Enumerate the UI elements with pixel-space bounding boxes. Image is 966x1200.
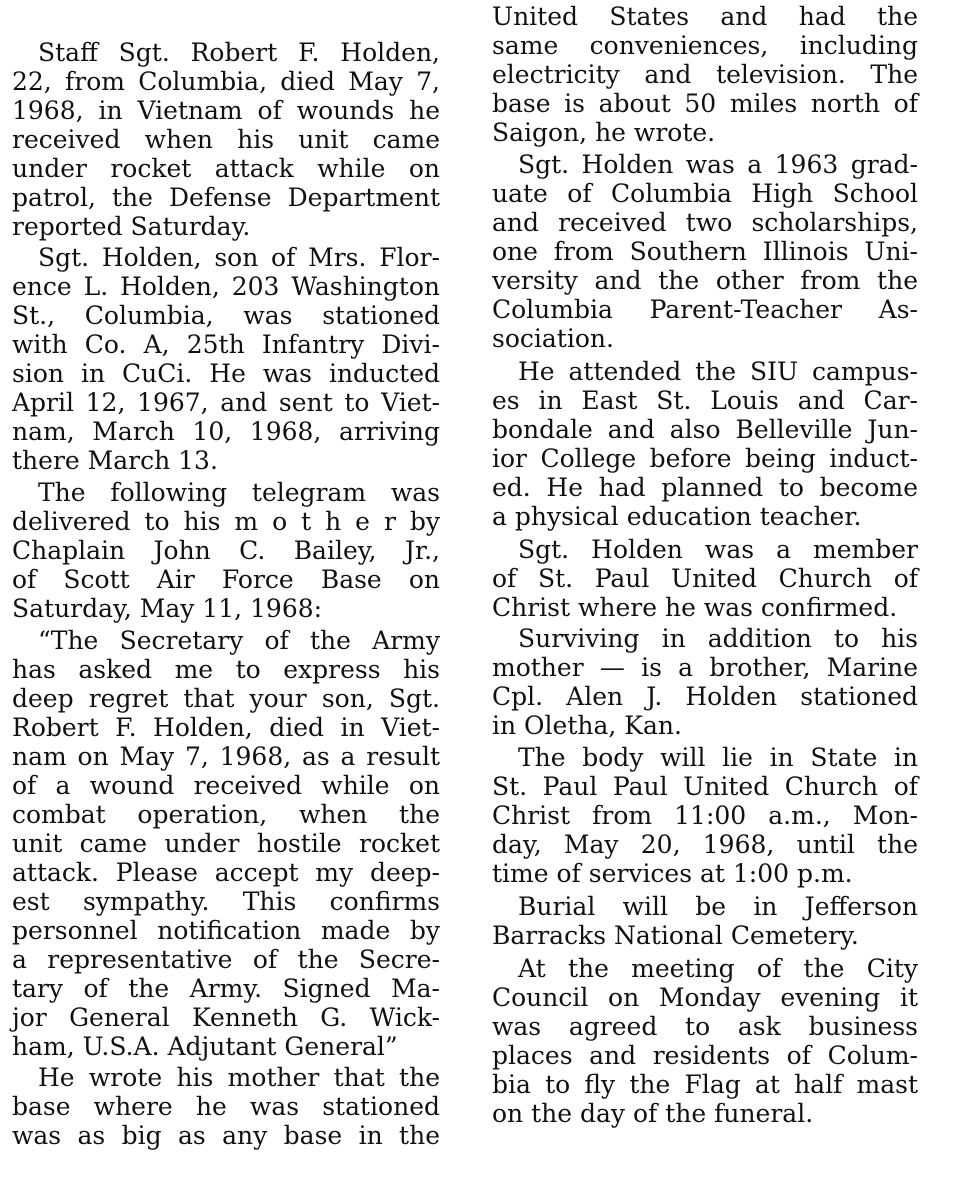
text-line: with Co. A, 25th Infantry Divi- [12,330,440,359]
text-line: est sympathy. This confirms [12,887,440,916]
text-line: Barracks National Cemetery. [492,921,859,950]
text-line: Columbia Parent-Teacher As- [492,295,918,324]
text-line: Surviving in addition to his [518,624,918,653]
text-line: reported Saturday. [12,212,251,241]
text-line: Sgt. Holden was a member [518,535,918,564]
text-line: base where he was stationed [12,1092,440,1121]
text-line: bondale and also Belleville Jun- [492,415,918,444]
text-line: on the day of the funeral. [492,1099,814,1128]
text-line: combat operation, when the [12,800,440,829]
text-line: there March 13. [12,446,218,475]
text-line: was agreed to ask business [492,1012,918,1041]
text-line: Chaplain John C. Bailey, Jr., [12,536,440,565]
text-line: deep regret that your son, Sgt. [12,684,440,713]
text-line: unit came under hostile rocket [12,829,440,858]
text-line: sociation. [492,324,614,353]
text-line: The body will lie in State in [518,743,918,772]
text-line: ham, U.S.A. Adjutant General” [12,1032,398,1061]
text-line: Sgt. Holden, son of Mrs. Flor- [38,243,440,272]
text-line: Sgt. Holden was a 1963 grad- [518,150,918,179]
text-line: jor General Kenneth G. Wick- [12,1003,440,1032]
text-line: Saturday, May 11, 1968: [12,594,323,623]
text-line: Christ from 11:00 a.m., Mon- [492,801,918,830]
text-line: mother — is a brother, Marine [492,653,918,682]
text-line: delivered to his m o t h e r by [12,507,440,536]
text-line: same conveniences, including [492,31,918,60]
text-line: April 12, 1967, and sent to Viet- [12,388,440,417]
text-line: personnel notification made by [12,916,440,945]
text-line: a physical education teacher. [492,502,862,531]
text-line: patrol, the Defense Department [12,183,440,212]
text-line: time of services at 1:00 p.m. [492,859,853,888]
text-line: Burial will be in Jefferson [518,892,918,921]
text-line: sion in CuCi. He was inducted [12,359,440,388]
text-line: Council on Monday evening it [492,983,918,1012]
text-line: bia to fly the Flag at half mast [492,1070,918,1099]
text-line: a representative of the Secre- [12,945,440,974]
text-line: uate of Columbia High School [492,179,918,208]
text-line: es in East St. Louis and Car- [492,386,918,415]
text-line: has asked me to express his [12,655,440,684]
text-line: nam, March 10, 1968, arriving [12,417,440,446]
text-line: received when his unit came [12,125,440,154]
text-line: At the meeting of the City [518,954,918,983]
text-line: Cpl. Alen J. Holden stationed [492,682,918,711]
text-line: one from Southern Illinois Uni- [492,237,918,266]
text-line: tary of the Army. Signed Ma- [12,974,440,1003]
text-line: of St. Paul United Church of [492,564,918,593]
text-line: attack. Please accept my deep- [12,858,440,887]
text-line: Staff Sgt. Robert F. Holden, [38,38,440,67]
text-line: He attended the SIU campus- [518,357,918,386]
text-line: 22, from Columbia, died May 7, [12,67,440,96]
text-line: “The Secretary of the Army [38,626,440,655]
text-line: was as big as any base in the [12,1121,440,1150]
text-line: places and residents of Colum- [492,1041,918,1070]
text-line: of a wound received while on [12,771,440,800]
text-line: day, May 20, 1968, until the [492,830,918,859]
text-line: nam on May 7, 1968, as a result [12,742,440,771]
text-line: United States and had the [492,2,918,31]
text-line: He wrote his mother that the [38,1063,440,1092]
text-line: and received two scholarships, [492,208,918,237]
text-line: versity and the other from the [492,266,918,295]
text-line: of Scott Air Force Base on [12,565,440,594]
text-line: Robert F. Holden, died in Viet- [12,713,440,742]
text-line: The following telegram was [38,478,440,507]
text-line: ence L. Holden, 203 Washington [12,272,440,301]
text-line: ed. He had planned to become [492,473,918,502]
text-line: under rocket attack while on [12,154,440,183]
text-line: in Oletha, Kan. [492,711,682,740]
text-line: 1968, in Vietnam of wounds he [12,96,440,125]
text-line: ior College before being induct- [492,444,918,473]
text-line: St. Paul Paul United Church of [492,772,918,801]
text-line: Saigon, he wrote. [492,118,716,147]
text-line: Christ where he was confirmed. [492,593,898,622]
text-line: St., Columbia, was stationed [12,301,440,330]
text-line: base is about 50 miles north of [492,89,918,118]
text-line: electricity and television. The [492,60,918,89]
